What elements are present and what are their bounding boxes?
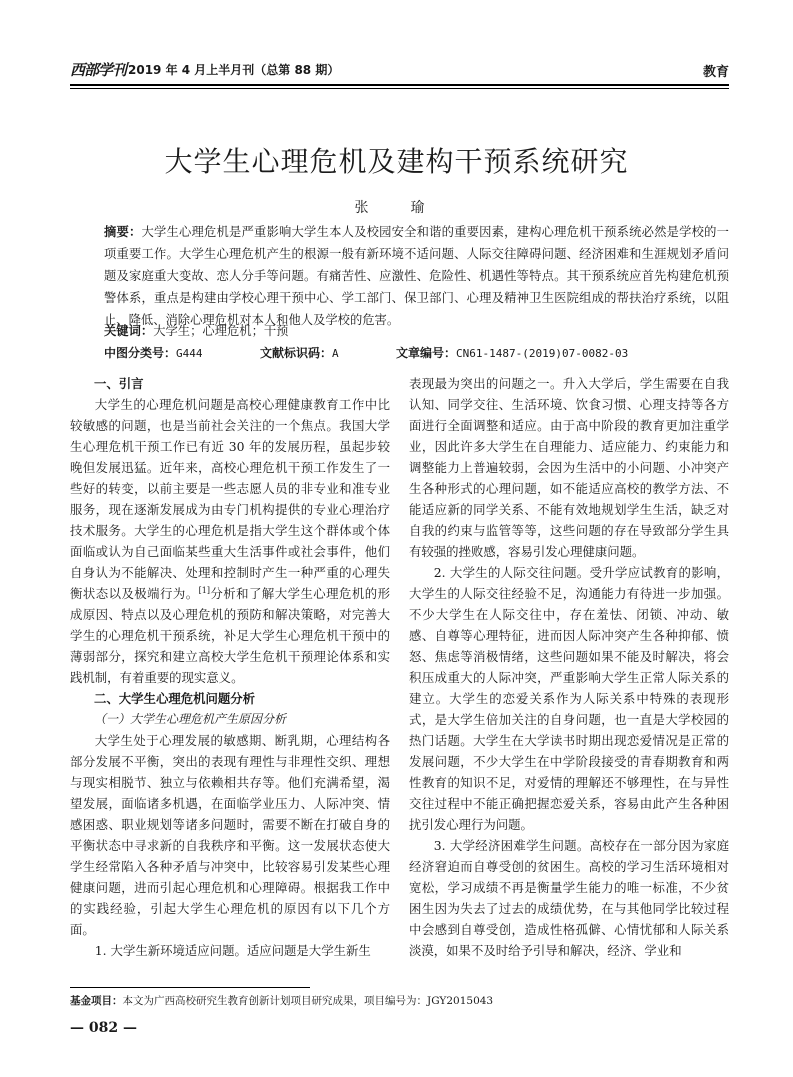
running-header (70, 58, 729, 82)
doc-label: 文献标识码： (260, 346, 333, 360)
document-code (260, 342, 339, 365)
page-number: — 082 — (70, 1020, 137, 1036)
footnote-text: 本文为广西高校研究生教育创新计划项目研究成果，项目编号为：JGY2015043 (122, 995, 494, 1007)
section-heading-analysis: 二、大学生心理危机问题分析 (94, 691, 256, 706)
article-value: CN61-1487-(2019)07-0082-03 (456, 347, 629, 360)
footnote-label: 基金项目： (70, 995, 123, 1007)
header-rule-thin (70, 88, 729, 89)
paragraph: 表现最为突出的问题之一。升入大学后，学生需要在自我认知、同学交往、生活环境、饮食习惯、心理支持等各方面进行全面调整和适应。由于高中阶段的教育更加注重学业，因此许多大学生在自理能力、适应能力、约束能力和调整能力上普遍较弱，会因为生活中的小问题、小冲突产生各种形式的心理问题，如不能适应高校的教学方法、不能适应新的同学关系、不能有效地规划学生生活，缺乏对自我的约束与监管等等，这些问题的存在导致部分学生具有较强的挫败感，容易引发心理健康问题。 (409, 376, 729, 559)
subsection-heading: （一）大学生心理危机产生原因分析 (94, 712, 287, 726)
keywords-text: 大学生；心理危机；干预 (153, 324, 289, 338)
footnote-rule (70, 987, 310, 988)
paragraph (70, 394, 390, 688)
paragraph: 3. 大学经济困难学生问题。高校存在一部分因为家庭经济窘迫而自尊受创的贫困生。高校的学习生活环境相对宽松，学习成绩不再是衡量学生能力的唯一标准，不少贫困生因为失去了过去的成绩优势，在与其他同学比较过程中会感到自尊受创，造成性格孤僻、心情忧郁和人际关系淡漠，如果不及时给予引导和解决，经济、学业和 (409, 838, 729, 958)
paragraph-text: 分析和了解大学生心理危机的形成原因、特点以及心理危机的预防和解决策略，对完善大学生的心理危机干预系统，补足大学生心理危机干预中的薄弱部分，探究和建立高校大学生危机干预理论体系和实践机制，有着重要的现实意义。 (70, 586, 391, 685)
issue-info: 2019 年 4 月上半月刊（总第 88 期） (128, 63, 340, 77)
article-number (396, 342, 628, 365)
abstract-text: 大学生心理危机是严重影响大学生本人及校园安全和谐的重要因素，建构心理危机干预系统必然是学校的一项重要工作。大学生心理危机产生的根源一般有新环境不适问题、人际交往障碍问题、经济困难和生涯规划矛盾问题及家庭重大变故、恋人分手等问题。有痛苦性、应激性、危险性、机遇性等特点。其干预系统应首先构建危机预警体系，重点是构建由学校心理干预中心、学工部门、保卫部门、心理及精神卫生医院组成的帮扶治疗系统，以阻止、降低、消除心理危机对本人和他人及学校的危害。 (104, 225, 729, 327)
paragraph-text: 大学生的心理危机问题是高校心理健康教育工作中比较敏感的问题，也是当前社会关注的一个焦点。我国大学生心理危机干预工作已有近 30 年的发展历程，虽起步较晚但发展迅猛。近年来，高校心理危机干预工作发生了一些好的转变，以前主要是一些志愿人员的非专业和准专业服务，现在逐渐发展成为由专门机构提供的专业心理治疗技术服务。大学生的心理危机是指大学生这个群体或个体面临或认为自己面临某些重大生活事件或社会事件，他们自身认为不能解决、处理和控制时产生一种严重的心理失衡状态以及极端行为。 (70, 397, 390, 601)
clc-code (104, 342, 203, 365)
keywords (104, 320, 288, 342)
doc-value: A (332, 347, 339, 360)
section-heading-intro: 一、引言 (94, 376, 144, 391)
article-title: 大学生心理危机及建构干预系统研究 (164, 145, 629, 178)
right-column (409, 373, 729, 961)
author: 张 瑜 (354, 200, 439, 216)
header-rule (70, 84, 729, 86)
section-tag: 教育 (702, 65, 729, 80)
footnote (70, 993, 493, 1009)
clc-label: 中图分类号： (104, 346, 177, 360)
abstract (104, 221, 729, 331)
article-label: 文章编号： (396, 346, 457, 360)
abstract-label: 摘要： (104, 225, 142, 239)
journal-logo: 西部学刊 (70, 61, 127, 79)
citation-ref: [1] (198, 585, 210, 595)
keywords-label: 关键词： (104, 324, 154, 338)
left-column (70, 373, 390, 961)
paragraph: 2. 大学生的人际交往问题。受升学应试教育的影响，大学生的人际交往经验不足，沟通能力有待进一步加强。不少大学生在人际交往中，存在羞怯、闭锁、冲动、敏感、自尊等心理特征，进而因人际冲突产生各种抑郁、愤怒、焦虑等消极情绪，这些问题如果不能及时解决，将会积压成重大的人际冲突，严重影响大学生正常人际关系的建立。大学生的恋爱关系作为人际关系中特殊的表现形式，是大学生倍加关注的自身问题，也一直是大学校园的热门话题。大学生在大学读书时期出现恋爱情况是正常的发展问题，不少大学生在中学阶段接受的青春期教育和两性教育的知识不足，对爱情的理解还不够理性，在与异性交往过程中不能正确把握恋爱关系，容易由此产生各种困扰引发心理行为问题。 (409, 565, 729, 832)
paragraph: 1. 大学生新环境适应问题。适应问题是大学生新生 (94, 943, 371, 958)
clc-value: G444 (176, 347, 203, 360)
paragraph: 大学生处于心理发展的敏感期、断乳期，心理结构各部分发展不平衡，突出的表现有理性与非理性交织、理想与现实相脱节、独立与依赖相共存等。他们充满希望，渴望发展，面临诸多机遇，在面临学业压力、人际冲突、情感困惑、职业规划等诸多问题时，需要不断在打破自身的平衡状态中寻求新的自我秩序和平衡。这一发展状态使大学生经常陷入各种矛盾与冲突中，比较容易引发某些心理健康问题，进而引起心理危机和心理障碍。根据我工作中的实践经验，引起大学生心理危机的原因有以下几个方面。 (70, 733, 390, 937)
